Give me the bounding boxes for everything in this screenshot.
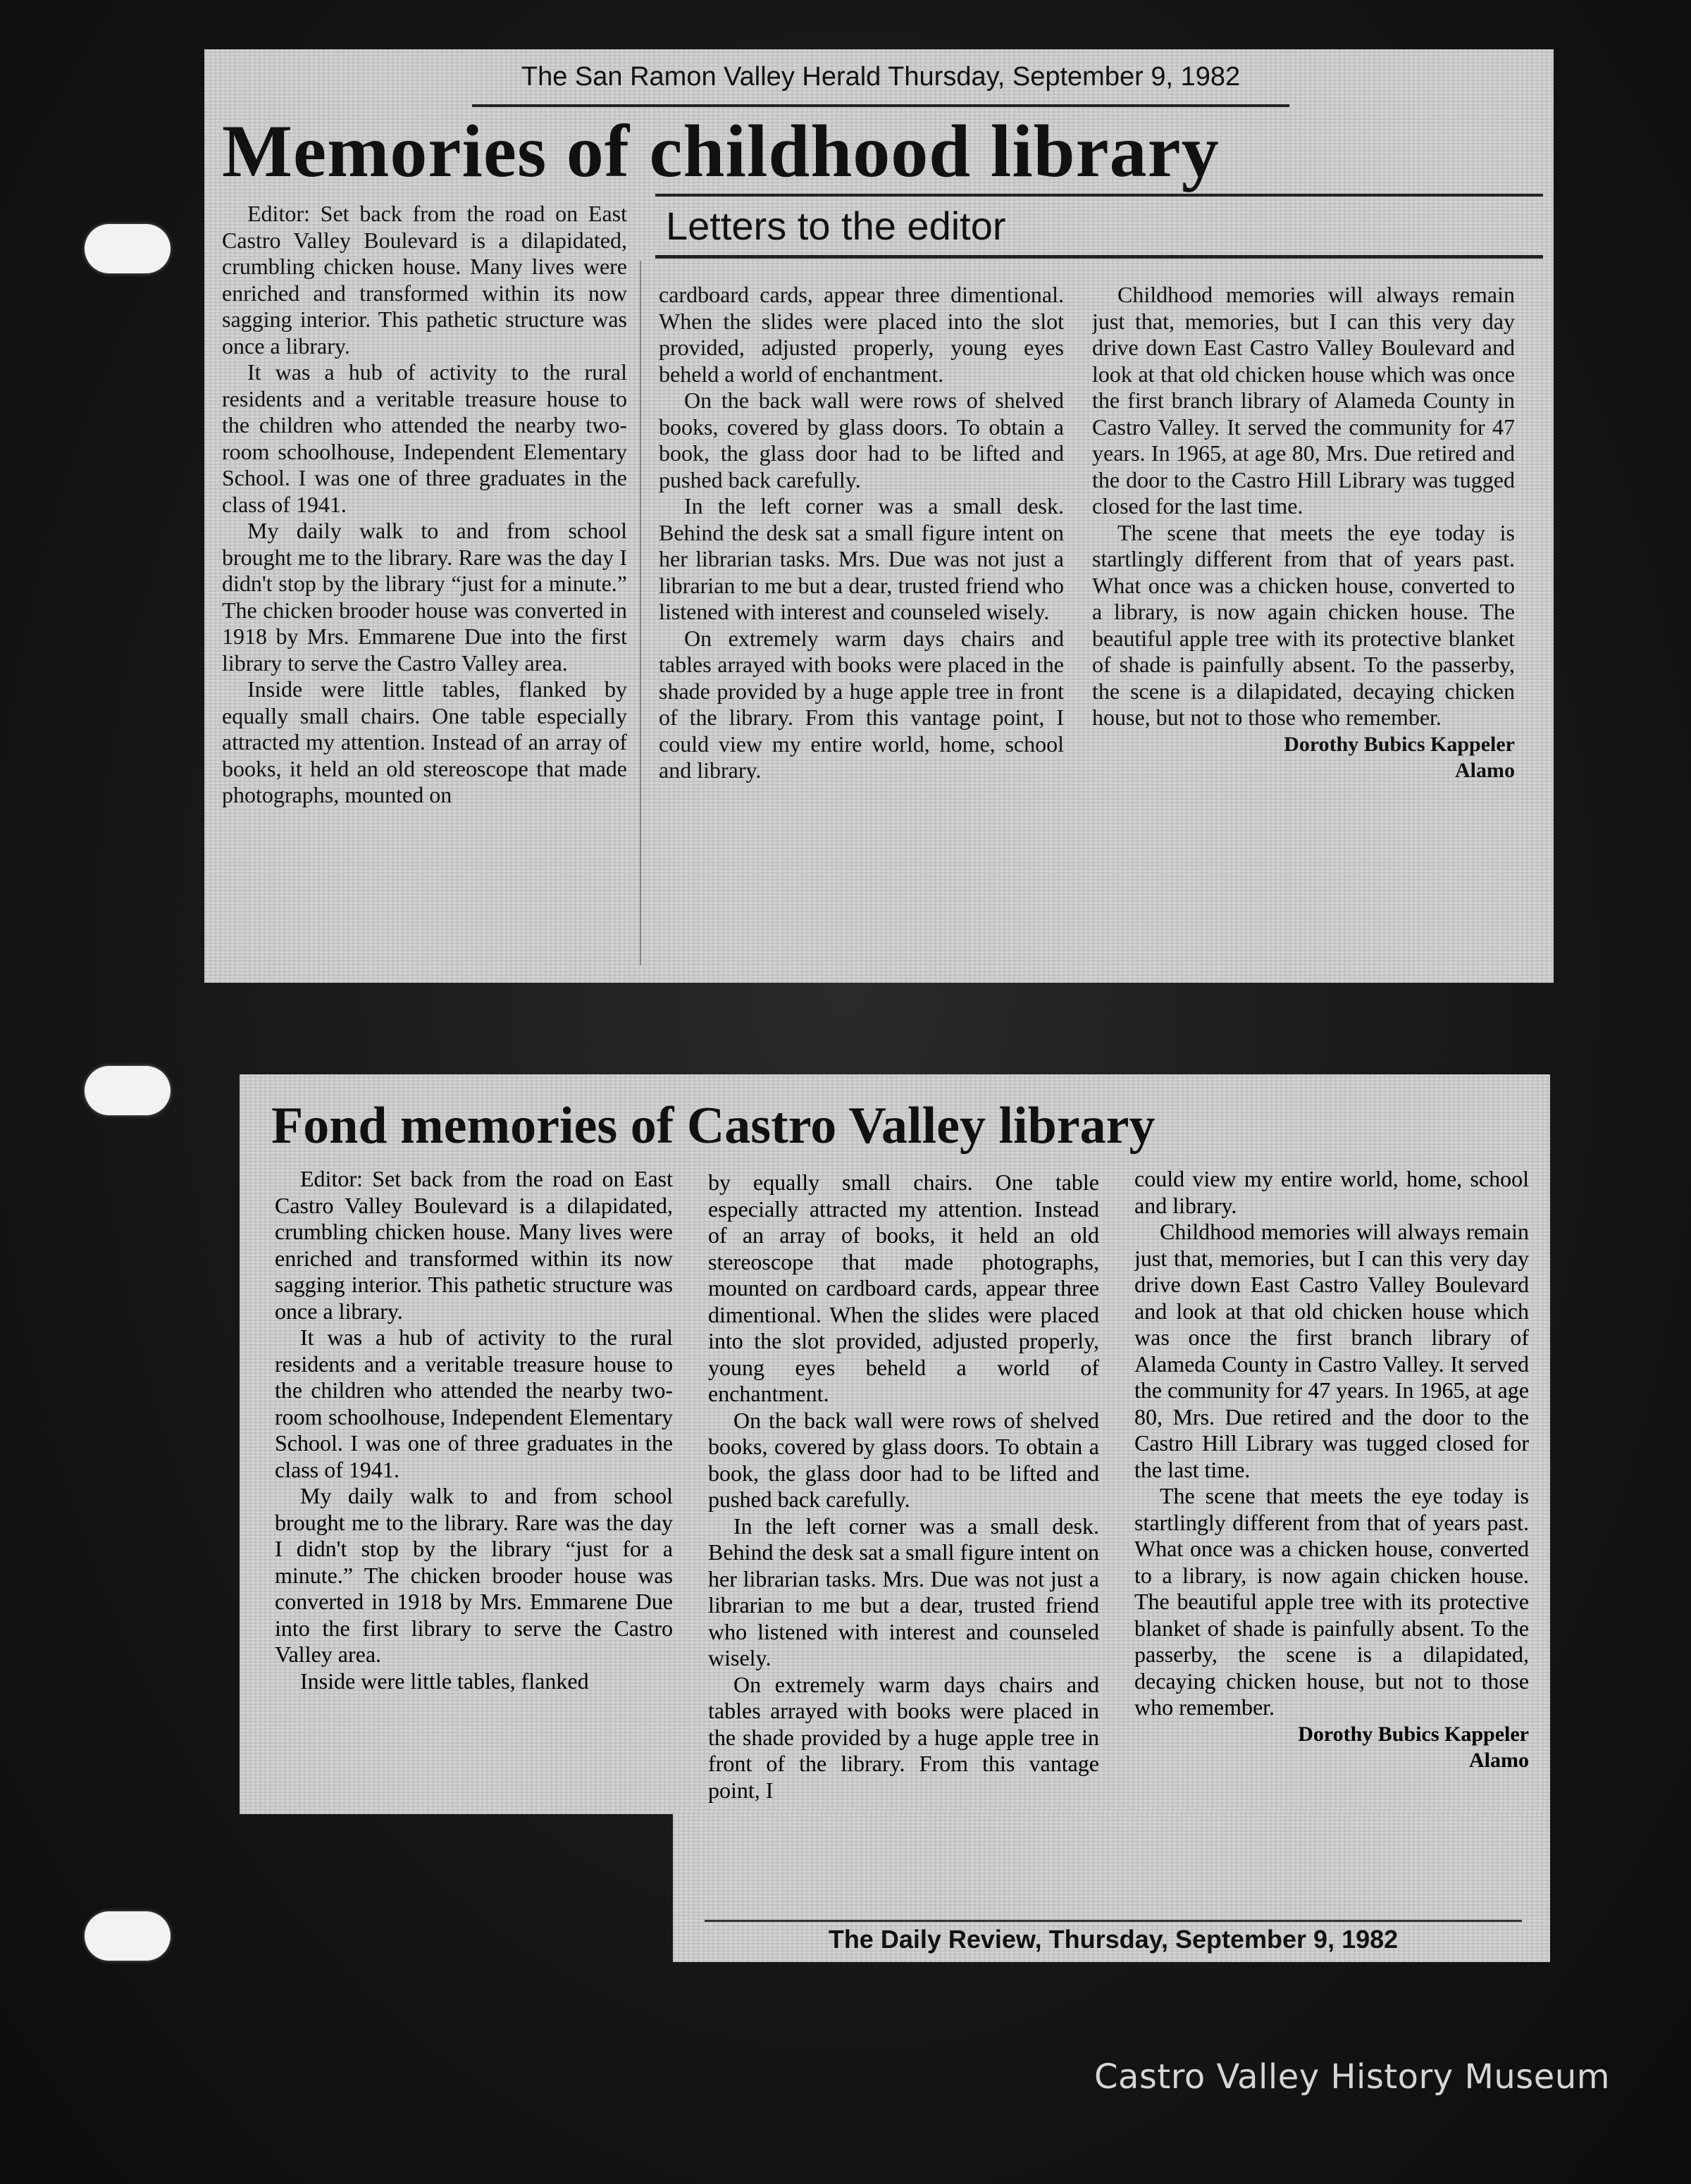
signature-place: Alamo [1469,1748,1529,1772]
paragraph: In the left corner was a small desk. Behind the desk sat a small figure intent on her librarian tasks. Mrs. Due was not just a librarian to me but a dear, trusted friend who listened with interest and counseled wisely. [708,1513,1099,1670]
paragraph: On the back wall were rows of shelved books, covered by glass doors. To obtain a book, the glass door had to be lifted and pushed back carefully. [659,387,1064,492]
paragraph: It was a hub of activity to the rural residents and a veritable treasure house to the children who attended the nearby two-room schoolhouse, Independent Elementary School. I was one of three graduates in the class of 1941. [275,1324,673,1482]
paragraph: Editor: Set back from the road on East Castro Valley Boulevard is a dilapidated, crumbling chicken house. Many lives were enriched and transformed within its now sagging interior. This pathetic structure was once a library. [222,201,627,359]
museum-watermark: Castro Valley History Museum [1094,2057,1610,2097]
paragraph: by equally small chairs. One table especially attracted my attention. Instead of an array of books, it held an old stereoscope that made photographs, mounted on cardboard cards, appear three dimentional. When the slides were placed into the slot provided, adjusted properly, young eyes beheld a world of enchantment. [708,1169,1099,1406]
paragraph: The scene that meets the eye today is startlingly different from that of years past. What once was a chicken house, converted to a library, is now again chicken house. The beautiful apple tree with its protective blanket of shade is painfully absent. To the passerby, the scene is a dilapidated, decaying chicken house, but not to those who remember. [1092,519,1515,730]
paragraph: My daily walk to and from school brought me to the library. Rare was the day I didn't stop by the library “just for a minute.” The chicken brooder house was converted in 1918 by Mrs. Emmarene Due into the first library to serve the Castro Valley area. [275,1483,673,1667]
signature-name: Dorothy Bubics Kappeler [1298,1722,1529,1746]
clipping1-column-2 [659,282,1064,972]
clipping1-headline: Memories of childhood library [222,110,1220,192]
paragraph: could view my entire world, home, school and library. [1134,1166,1529,1218]
paragraph: My daily walk to and from school brought me to the library. Rare was the day I didn't stop by the library “just for a minute.” The chicken brooder house was converted in 1918 by Mrs. Emmarene Due into the first library to serve the Castro Valley area. [222,518,627,676]
paragraph: Inside were little tables, flanked [300,1668,589,1694]
herald-masthead: The San Ramon Valley Herald Thursday, September 9, 1982 [472,49,1289,107]
binder-hole-middle [85,1066,171,1115]
column-divider [640,261,641,965]
paragraph: Childhood memories will always remain just that, memories, but I can this very day drive down East Castro Valley Boulevard and look at that old chicken house which was once the first branch library of Alameda County in Castro Valley. It served the community for 47 years. In 1965, at age 80, Mrs. Due retired and the door to the Castro Hill Library was tugged closed for the last time. [1092,282,1515,519]
clipping2-column-2 [708,1169,1099,1895]
paragraph: Childhood memories will always remain just that, memories, but I can this very day drive down East Castro Valley Boulevard and look at that old chicken house which was once the first branch library of Alameda County in Castro Valley. It served the community for 47 years. In 1965, at age 80, Mrs. Due retired and the door to the Castro Hill Library was tugged closed for the last time. [1134,1219,1529,1482]
paragraph: The scene that meets the eye today is startlingly different from that of years past. What once was a chicken house, converted to a library, is now again chicken house. The beautiful apple tree with its protective blanket of shade is painfully absent. To the passerby, the scene is a dilapidated, decaying chicken house, but not to those who remember. [1134,1483,1529,1720]
clipping1-column-1 [222,201,627,972]
clipping2-column-1 [275,1166,673,1772]
binder-hole-top [85,224,171,273]
paragraph: It was a hub of activity to the rural residents and a veritable treasure house to the children who attended the nearby two-room schoolhouse, Independent Elementary School. I was one of three graduates in the class of 1941. [222,359,627,517]
paragraph: On extremely warm days chairs and tables arrayed with books were placed in the shade provided by a huge apple tree in front of the library. From this vantage point, I [708,1671,1099,1803]
section-rule-top [655,194,1543,197]
binder-hole-bottom [85,1911,171,1961]
signature-place: Alamo [1455,758,1515,782]
signature-name: Dorothy Bubics Kappeler [1284,732,1515,756]
paragraph: Inside were little tables, flanked by equally small chairs. One table especially attracted my attention. Instead of an array of books, it held an old stereoscope that made photographs, mounted on [222,676,627,807]
section-rule-bottom [655,255,1543,259]
letters-section-heading: Letters to the editor [666,204,1006,248]
paragraph: In the left corner was a small desk. Behind the desk sat a small figure intent on her librarian tasks. Mrs. Due was not just a librarian to me but a dear, trusted friend who listened with interest and counseled wisely. [659,493,1064,624]
clipping2-column-3 [1134,1166,1529,1899]
herald-clipping [204,49,1554,983]
paragraph: Editor: Set back from the road on East Castro Valley Boulevard is a dilapidated, crumbling chicken house. Many lives were enriched and transformed within its now sagging interior. This pathetic structure was once a library. [275,1166,673,1324]
daily-review-footer: The Daily Review, Thursday, September 9, 1982 [705,1920,1522,1957]
paragraph: cardboard cards, appear three dimentional. When the slides were placed into the slot provided, adjusted properly, young eyes beheld a world of enchantment. [659,282,1064,387]
clipping2-headline: Fond memories of Castro Valley library [271,1097,1156,1155]
clipping1-column-3 [1092,282,1515,979]
paragraph: On the back wall were rows of shelved books, covered by glass doors. To obtain a book, the glass door had to be lifted and pushed back carefully. [708,1407,1099,1512]
paragraph: On extremely warm days chairs and tables arrayed with books were placed in the shade provided by a huge apple tree in front of the library. From this vantage point, I could view my entire world, home, school and library. [659,625,1064,783]
